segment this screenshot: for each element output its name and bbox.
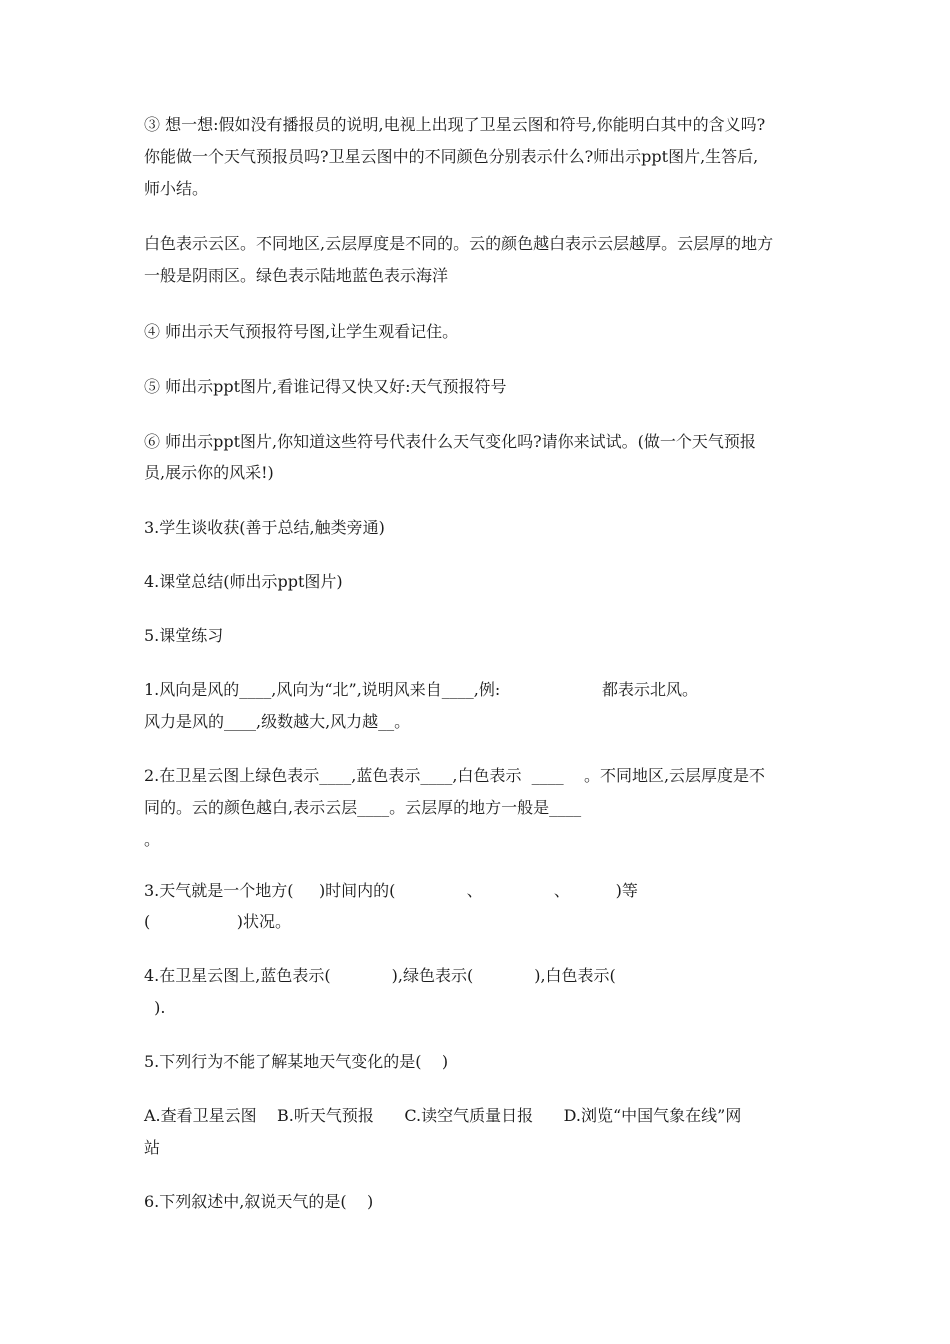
text-line: ⑤ 师出示ppt图片,看谁记得又快又好:天气预报符号 bbox=[144, 377, 507, 396]
text-line: 师小结。 bbox=[144, 179, 209, 198]
text-line: 3.学生谈收获(善于总结,触类旁通) bbox=[144, 518, 385, 537]
text-line: 一般是阴雨区。绿色表示陆地蓝色表示海洋 bbox=[144, 266, 449, 285]
text-line: 白色表示云区。不同地区,云层厚度是不同的。云的颜色越白表示云层越厚。云层厚的地方 bbox=[144, 234, 774, 253]
text-line: 1.风向是风的____,风向为“北”,说明风来自____,例: 都表示北风。 bbox=[144, 680, 698, 699]
text-line: 同的。云的颜色越白,表示云层____。云层厚的地方一般是____ bbox=[144, 798, 582, 817]
text-line: 4.课堂总结(师出示ppt图片) bbox=[144, 572, 343, 591]
text-line: ⑥ 师出示ppt图片,你知道这些符号代表什么天气变化吗?请你来试试。(做一个天气预报 bbox=[144, 432, 756, 451]
text-line: ). bbox=[144, 998, 166, 1017]
text-line: 5.课堂练习 bbox=[144, 626, 224, 645]
text-line: 你能做一个天气预报员吗?卫星云图中的不同颜色分别表示什么?师出示ppt图片,生答后, bbox=[144, 147, 759, 166]
text-line: 4.在卫星云图上,蓝色表示( ),绿色表示( ),白色表示( bbox=[144, 966, 616, 985]
text-line: ③ 想一想:假如没有播报员的说明,电视上出现了卫星云图和符号,你能明白其中的含义吗? bbox=[144, 115, 766, 134]
text-line: 3.天气就是一个地方( )时间内的( 、 、 )等 bbox=[144, 881, 638, 900]
text-line: 。 bbox=[144, 830, 161, 849]
text-line: 员,展示你的风采!) bbox=[144, 463, 274, 482]
text-line: 站 bbox=[144, 1138, 161, 1157]
text-line: 风力是风的____,级数越大,风力越__。 bbox=[144, 712, 411, 731]
text-line: ④ 师出示天气预报符号图,让学生观看记住。 bbox=[144, 322, 459, 341]
text-line: ( )状况。 bbox=[144, 912, 291, 931]
text-line: 5.下列行为不能了解某地天气变化的是( ) bbox=[144, 1052, 449, 1071]
text-line: A.查看卫星云图 B.听天气预报 C.读空气质量日报 D.浏览“中国气象在线”网 bbox=[144, 1106, 742, 1125]
text-line: 6.下列叙述中,叙说天气的是( ) bbox=[144, 1192, 374, 1211]
text-line: 2.在卫星云图上绿色表示____,蓝色表示____,白色表示 ____ 。不同地区,云层厚度是不 bbox=[144, 766, 766, 785]
